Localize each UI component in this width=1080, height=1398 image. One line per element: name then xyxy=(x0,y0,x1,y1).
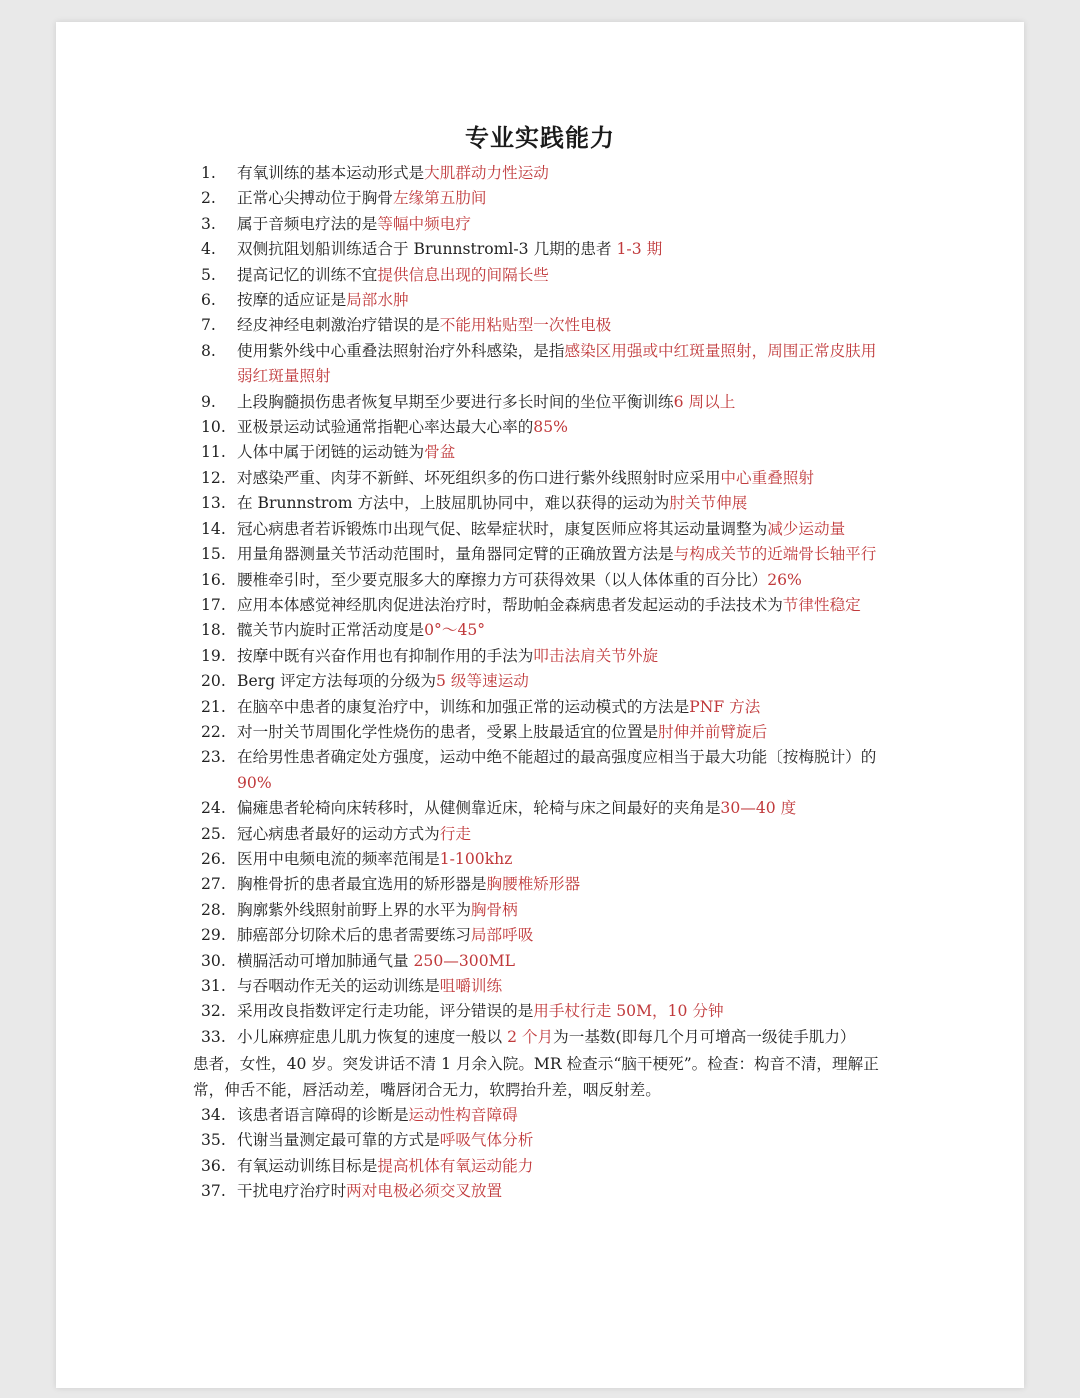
list-item xyxy=(201,415,891,440)
list-item xyxy=(201,822,891,847)
answer-text: 骨盆 xyxy=(424,443,456,462)
answer-text: 呼吸气体分析 xyxy=(439,1131,534,1150)
list-item xyxy=(201,695,891,720)
question-text: 提高记忆的训练不宜 xyxy=(237,265,378,284)
question-text: 髋关节内旋时正常活动度是 xyxy=(237,621,425,640)
page-title: 专业实践能力 xyxy=(465,124,615,152)
question-text: 对一肘关节周围化学性烧伤的患者，受累上肢最适宜的位置是 xyxy=(237,722,659,741)
answer-text: 90% xyxy=(237,773,272,792)
item-number: 24. xyxy=(201,799,226,818)
question-text: 医用中电频电流的频率范闱是 xyxy=(237,849,440,868)
list-item xyxy=(201,999,891,1024)
item-number: 33. xyxy=(201,1027,226,1046)
answer-text: 感染区用强或中红斑量照射，周围正常皮肤用弱红斑量照射 xyxy=(237,341,877,386)
item-number: 37. xyxy=(201,1182,226,1201)
list-item xyxy=(201,618,891,643)
question-text: 按摩的适应证是 xyxy=(237,291,347,310)
item-number: 7. xyxy=(201,316,216,335)
list-item xyxy=(201,339,891,390)
answer-text: 肘伸并前臂旋后 xyxy=(658,722,768,741)
list-item xyxy=(201,186,891,211)
answer-text: 2 个月 xyxy=(507,1027,554,1046)
document-page xyxy=(56,22,1024,1388)
item-number: 19. xyxy=(201,646,226,665)
answer-text: 肘关节伸展 xyxy=(669,494,748,513)
answer-text: 6 周以上 xyxy=(673,392,736,411)
answer-text: 叩击法肩关节外旋 xyxy=(533,646,659,665)
item-number: 32. xyxy=(201,1002,226,1021)
list-item xyxy=(201,669,891,694)
list-item xyxy=(201,440,891,465)
item-number: 3. xyxy=(201,214,216,233)
answer-text: 250—300ML xyxy=(413,951,515,970)
question-text: 正常心尖搏动位于胸骨 xyxy=(237,189,393,208)
question-text: 冠心病患者若诉锻炼巾出现气促、眩晕症状时，康复医师应将其运动量调整为 xyxy=(237,519,768,538)
answer-text: PNF 方法 xyxy=(689,697,761,716)
list-item xyxy=(201,313,891,338)
answer-text: 1-100khz xyxy=(439,849,513,868)
question-text: 上段胸髓损伤患者恢复早期至少要进行多长时间的坐位平衡训练 xyxy=(237,392,674,411)
item-number: 1. xyxy=(201,164,216,182)
question-text: 该患者语言障碍的诊断是 xyxy=(237,1106,409,1125)
list-item xyxy=(201,644,891,669)
question-text: 对感染严重、肉芽不新鲜、坏死组织多的伤口进行紫外线照射时应采用 xyxy=(237,468,721,487)
question-text: 胸椎骨折的患者最宜选用的矫形器是 xyxy=(237,875,487,894)
question-text: 干扰电疗治疗时 xyxy=(237,1182,347,1201)
answer-text: 0°～45° xyxy=(424,621,486,640)
item-number: 16. xyxy=(201,570,226,589)
answer-text: 提供信息出现的间隔长些 xyxy=(377,265,549,284)
list-item xyxy=(201,517,891,542)
item-number: 5. xyxy=(201,265,216,284)
case-description: 患者，女性，40 岁。突发讲话不清 1 月余入院。MR 检查示“脑干梗死”。检查：构音不清，理解正常，伸舌不能，唇活动差，嘴唇闭合无力，软腭抬升差，咽反射差。 xyxy=(193,1055,879,1099)
list-item xyxy=(201,720,891,745)
item-number: 4. xyxy=(201,240,216,259)
answer-text: 两对电极必须交叉放置 xyxy=(346,1182,503,1201)
list-item xyxy=(201,263,891,288)
item-number: 31. xyxy=(201,977,226,995)
item-number: 26. xyxy=(201,849,226,868)
item-number: 14. xyxy=(201,519,226,538)
item-number: 15. xyxy=(201,545,226,564)
item-number: 25. xyxy=(201,824,226,843)
item-number: 9. xyxy=(201,392,216,411)
question-text: 使用紫外线中心重叠法照射治疗外科感染，是指 xyxy=(237,341,565,360)
item-number: 27. xyxy=(201,875,226,894)
item-number: 6. xyxy=(201,291,216,310)
answer-text: 咀嚼训练 xyxy=(439,977,503,995)
list-item xyxy=(201,923,891,948)
question-text: 横膈活动可增加肺通气量 xyxy=(237,951,414,970)
list-item xyxy=(201,872,891,897)
answer-text: 等幅中频电疗 xyxy=(377,214,471,233)
list-item xyxy=(201,542,891,567)
question-list xyxy=(193,161,891,1205)
item-number: 11. xyxy=(201,443,226,462)
list-item xyxy=(201,593,891,618)
question-text: 人体中属于闭链的运动链为 xyxy=(237,443,425,462)
answer-text: 运动性构音障碍 xyxy=(408,1106,518,1125)
question-text: 用量角器测量关节活动范围时，量角器同定臂的正确放置方法是 xyxy=(237,545,674,564)
answer-text: 胸骨柄 xyxy=(470,900,518,919)
item-number: 23. xyxy=(201,748,226,767)
item-number: 18. xyxy=(201,621,226,640)
question-text: 采用改良指数评定行走功能，评分错误的是 xyxy=(237,1002,534,1021)
question-text: 偏瘫患者轮椅向床转移时，从健侧靠近床，轮椅与床之间最好的夹角是 xyxy=(237,799,721,818)
question-text: 在 Brunnstrom 方法中，上肢屈肌协同中，难以获得的运动为 xyxy=(237,494,670,513)
question-text: 有氧训练的基本运动形式是 xyxy=(237,164,425,182)
answer-text: 26% xyxy=(767,570,802,589)
item-number: 8. xyxy=(201,341,216,360)
question-text: 肺癌部分切除术后的患者需要练习 xyxy=(237,926,471,945)
question-text-tail: 为一基数(即每几个月可增高一级徒手肌力） xyxy=(553,1027,856,1046)
item-number: 2. xyxy=(201,189,216,208)
question-text: 亚极景运动试验通常指靶心率达最大心率的 xyxy=(237,418,534,437)
list-item xyxy=(201,745,891,796)
question-text: 在脑卒中患者的康复治疗中，训练和加强正常的运动模式的方法是 xyxy=(237,697,690,716)
question-text: 腰椎牵引时，至少要克服多大的摩擦力方可获得效果（以人体体重的百分比） xyxy=(237,570,768,589)
list-item xyxy=(201,1154,891,1179)
answer-text: 胸腰椎矫形器 xyxy=(486,875,581,894)
list-item xyxy=(201,237,891,262)
question-text: Berg 评定方法每项的分级为 xyxy=(237,672,437,691)
list-item xyxy=(201,1179,891,1204)
item-number: 29. xyxy=(201,926,226,945)
answer-text: 不能用粘贴型一次性电极 xyxy=(439,316,612,335)
item-number: 22. xyxy=(201,722,226,741)
question-text: 双侧抗阻划船训练适合于 Brunnstroml-3 几期的患者 xyxy=(237,240,617,259)
answer-text: 5 级等速运动 xyxy=(436,672,529,691)
list-item xyxy=(201,491,891,516)
question-text: 有氧运动训练目标是 xyxy=(237,1156,378,1175)
question-text: 按摩中既有兴奋作用也有抑制作用的手法为 xyxy=(237,646,534,665)
list-item xyxy=(201,390,891,415)
answer-text: 左缘第五肋间 xyxy=(392,189,487,208)
item-number: 13. xyxy=(201,494,226,513)
list-item xyxy=(201,847,891,872)
list-item xyxy=(201,796,891,821)
list-item xyxy=(201,466,891,491)
list-item xyxy=(201,898,891,923)
list-item xyxy=(201,974,891,999)
item-number: 34. xyxy=(201,1106,226,1125)
question-text: 冠心病患者最好的运动方式为 xyxy=(237,824,440,843)
answer-text: 85% xyxy=(533,418,568,437)
question-text: 经皮神经电刺激治疗错误的是 xyxy=(237,316,440,335)
list-item xyxy=(201,1103,891,1128)
question-text: 与吞咽动作无关的运动训练是 xyxy=(237,977,440,995)
question-text: 胸廓紫外线照射前野上界的水平为 xyxy=(237,900,471,919)
list-item xyxy=(201,568,891,593)
answer-text: 局部呼吸 xyxy=(470,926,534,945)
question-text: 属于音频电疗法的是 xyxy=(237,214,378,233)
question-text: 代谢当量测定最可靠的方式是 xyxy=(237,1131,440,1150)
list-item xyxy=(201,212,891,237)
item-number: 36. xyxy=(201,1156,226,1175)
answer-text: 节律性稳定 xyxy=(782,595,861,614)
item-number: 30. xyxy=(201,951,226,970)
list-item xyxy=(201,949,891,974)
item-number: 10. xyxy=(201,418,226,437)
answer-text: 30—40 度 xyxy=(720,799,797,818)
answer-text: 中心重叠照射 xyxy=(720,468,814,487)
item-number: 20. xyxy=(201,672,226,691)
answer-text: 与构成关节的近端骨长轴平行 xyxy=(673,545,877,564)
item-number: 35. xyxy=(201,1131,226,1150)
list-item xyxy=(201,288,891,313)
item-number: 21. xyxy=(201,697,226,716)
question-text: 在给男性患者确定处方强度，运动中绝不能超过的最高强度应相当于最大功能〔按梅脱计）的 xyxy=(237,748,877,767)
answer-text: 行走 xyxy=(439,824,471,843)
item-number: 12. xyxy=(201,468,226,487)
list-item xyxy=(201,1025,891,1050)
question-text: 应用本体感觉神经肌肉促进法治疗时，帮助帕金森病患者发起运动的手法技术为 xyxy=(237,595,783,614)
answer-text: 减少运动量 xyxy=(767,519,846,538)
answer-text: 用手杖行走 50M，10 分钟 xyxy=(533,1002,724,1021)
item-number: 28. xyxy=(201,900,226,919)
answer-text: 1-3 期 xyxy=(616,240,663,259)
answer-text: 局部水肿 xyxy=(346,291,409,310)
list-item xyxy=(201,161,891,186)
list-item xyxy=(201,1128,891,1153)
answer-text: 提高机体有氧运动能力 xyxy=(377,1156,534,1175)
answer-text: 大肌群动力性运动 xyxy=(424,164,549,182)
question-text: 小儿麻痹症患儿肌力恢复的速度一般以 xyxy=(237,1027,508,1046)
item-number: 17. xyxy=(201,595,226,614)
